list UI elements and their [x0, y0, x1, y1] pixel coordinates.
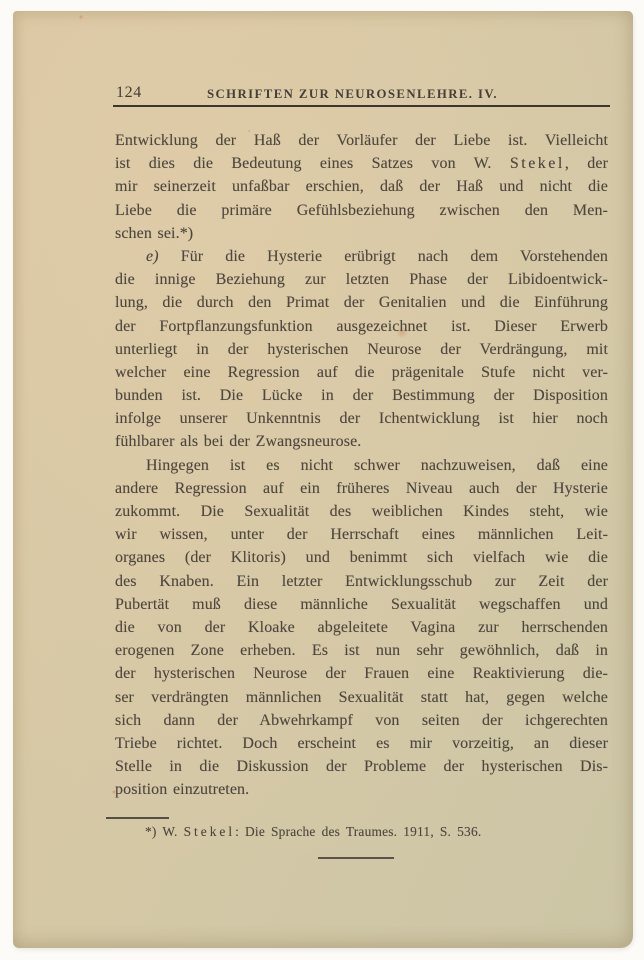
paragraph-lead-italic: e): [146, 247, 159, 265]
text-line: position einzutreten.: [115, 781, 250, 799]
header-rule: [113, 105, 610, 107]
text-line: des Knaben. Ein letzter Entwicklungsschub zur Zeit der: [115, 572, 608, 590]
text-line: wir wissen, unter der Herrschaft eines männlichen Leit-: [115, 526, 608, 544]
spaced-name: Stekel: [183, 824, 236, 839]
spaced-name: Stekel: [509, 155, 565, 173]
footnote-marker: *): [145, 824, 157, 839]
text-line: ist dies die Bedeutung eines Satzes von W. Stekel, der: [115, 155, 609, 173]
text-line: Pubertät muß diese männliche Sexualität wegschaffen und: [115, 595, 608, 613]
text-line: organes (der Klitoris) und benimmt sich vielfach wie die: [115, 549, 608, 567]
footnote: *) W. Stekel: Die Sprache des Traumes. 1911, S. 536.: [145, 824, 482, 839]
text-line: e) Für die Hysterie erübrigt nach dem Vorstehenden: [146, 247, 608, 265]
text-line: unterliegt in der hysterischen Neurose der Verdrängung, mit: [115, 340, 608, 358]
footnote-separator-rule: [106, 817, 169, 819]
text-line: fühlbarer als bei der Zwangsneurose.: [115, 433, 362, 451]
running-title: SCHRIFTEN ZUR NEUROSENLEHRE. IV.: [207, 87, 498, 101]
text-line: mir seinerzeit unfaßbar erschien, daß der Haß und nicht die: [115, 178, 608, 196]
section-end-rule: [318, 857, 394, 859]
text-line: andere Regression auf ein früheres Niveau auch der Hysterie: [115, 479, 608, 497]
text-line: lung, die durch den Primat der Genitalien und die Einführung: [115, 294, 608, 312]
text-line: Entwicklung der Haß der Vorläufer der Liebe ist. Vielleicht: [115, 132, 608, 149]
text-line: die von der Kloake abgeleitete Vagina zur herrschenden: [115, 618, 608, 636]
text-line: der hysterischen Neurose der Frauen eine Reaktivierung die-: [115, 665, 608, 683]
running-header: [115, 84, 610, 104]
text-line: Hingegen ist es nicht schwer nachzuweisen, daß eine: [146, 456, 608, 474]
paper-page: [13, 11, 633, 948]
text-line: Stelle in die Diskussion der Probleme der hysterischen Dis-: [115, 758, 608, 776]
text-line: welcher eine Regression auf die prägenitale Stufe nicht ver-: [115, 363, 608, 381]
text-line: erogenen Zone erheben. Es ist nun sehr gewöhnlich, daß in: [115, 642, 608, 660]
text-line: zukommt. Die Sexualität des weiblichen Kindes steht, wie: [115, 503, 608, 520]
text-line: die innige Beziehung zur letzten Phase der Libidoentwick-: [115, 271, 608, 289]
text-line: sich dann der Abwehrkampf von seiten der ichgerechten: [115, 711, 608, 729]
text-line: ser verdrängten männlichen Sexualität statt hat, gegen welche: [115, 688, 608, 706]
page-number: 124: [116, 84, 142, 101]
text-line: Liebe die primäre Gefühlsbeziehung zwischen den Men-: [115, 201, 608, 219]
text-line: Triebe richtet. Doch erscheint es mir vorzeitig, an dieser: [115, 734, 608, 752]
text-line: bunden ist. Die Lücke in der Bestimmung der Disposition: [115, 387, 608, 405]
text-line: schen sei.*): [115, 224, 194, 242]
text-line: infolge unserer Unkenntnis der Ichentwicklung ist hier noch: [115, 410, 608, 428]
body-text: [115, 129, 608, 801]
text-line: der Fortpflanzungsfunktion ausgezeichnet ist. Dieser Erwerb: [115, 317, 608, 335]
